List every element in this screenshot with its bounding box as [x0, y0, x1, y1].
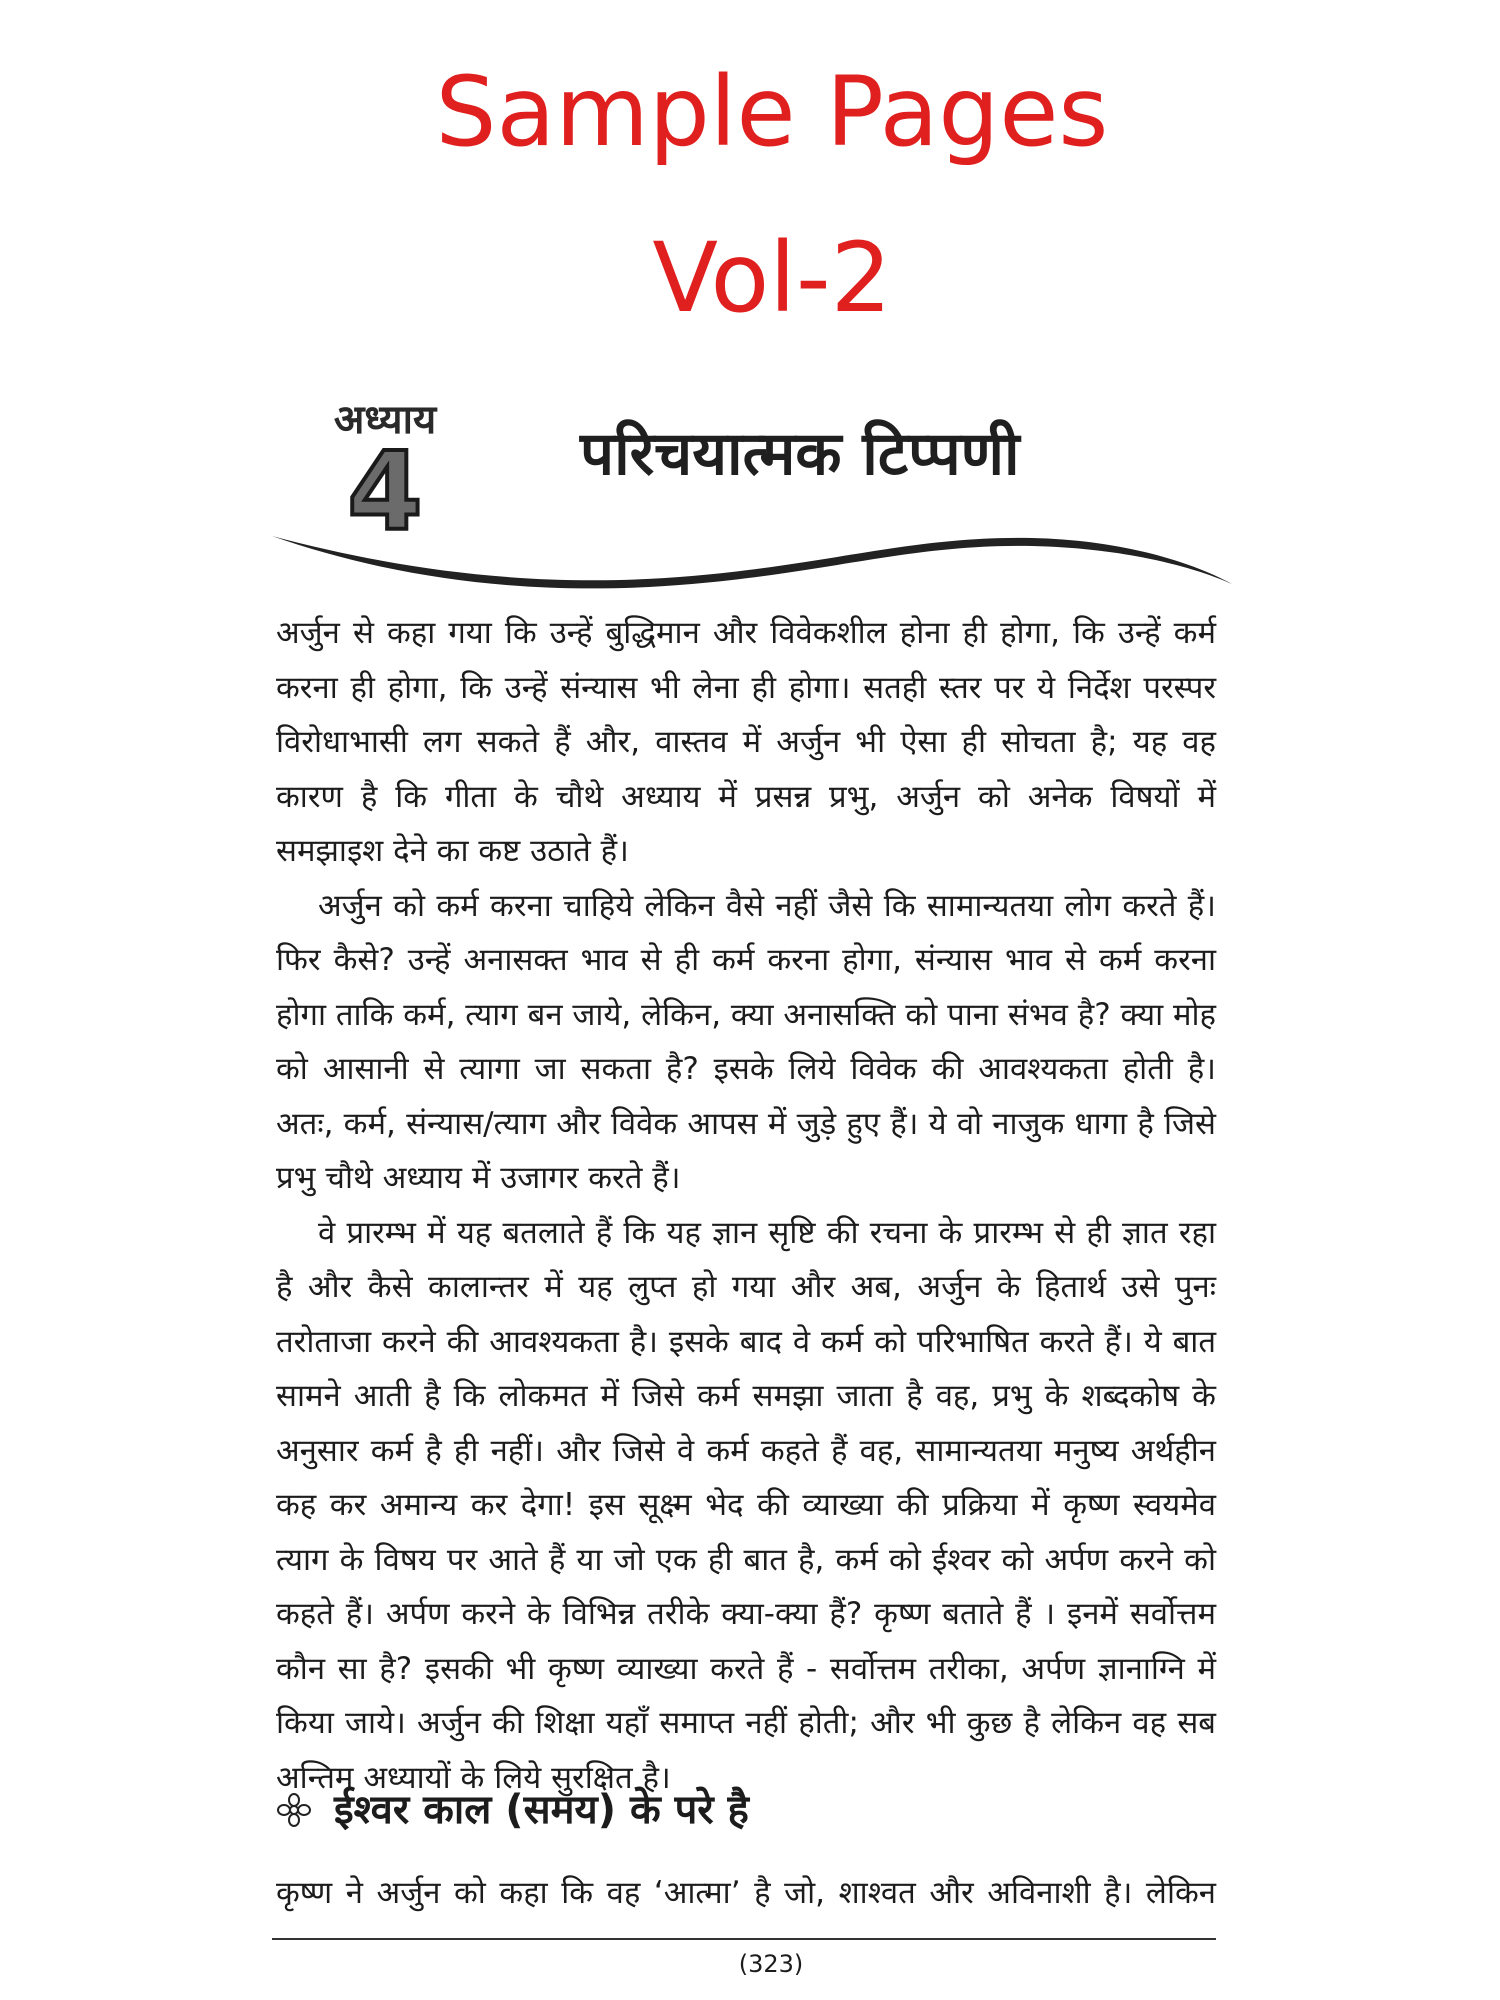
chapter-number: 4	[347, 430, 423, 555]
paragraph-2: अर्जुन को कर्म करना चाहिये लेकिन वैसे नहीं जैसे कि सामान्यतया लोग करते हैं। फिर कैसे? उन्हें अनासक्त भाव से ही कर्म करना होगा, संन्यास भाव से कर्म करना होगा ताकि कर्म, त्याग बन जाये, लेकिन, क्या अनासक्ति को पाना संभव है? क्या मोह को आसानी से त्यागा जा सकता है? इसके लिये विवेक की आवश्यकता होती है। अतः, कर्म, संन्यास/त्याग और विवेक आपस में जुड़े हुए हैं। ये वो नाजुक धागा है जिसे प्रभु चौथे अध्याय में उजागर करते हैं।	[276, 887, 1216, 1196]
page-number: (323)	[738, 1950, 804, 1978]
footer-rule	[272, 1938, 1216, 1940]
chapter-label	[320, 397, 450, 555]
decorative-swoosh	[272, 528, 1232, 598]
banner-title: Sample Pages	[435, 56, 1109, 168]
banner-volume: Vol-2	[652, 222, 892, 334]
paragraph-1: अर्जुन से कहा गया कि उन्हें बुद्धिमान और विवेकशील होना ही होगा, कि उन्हें कर्म करना ही होगा, कि उन्हें संन्यास भी लेना ही होगा। सतही स्तर पर ये निर्देश परस्पर विरोधाभासी लग सकते हैं और, वास्तव में अर्जुन भी ऐसा ही सोचता है; यह वह कारण है कि गीता के चौथे अध्याय में प्रसन्न प्रभु, अर्जुन को अनेक विषयों में समझाइश देने का कष्ट उठाते हैं।	[276, 615, 1216, 869]
section-heading-text: ईश्वर काल (समय) के परे है	[334, 1787, 749, 1833]
chapter-title: परिचयात्मक टिप्पणी	[580, 419, 1020, 489]
flower-icon	[276, 1792, 312, 1828]
chapter-word: अध्याय	[333, 397, 437, 443]
paragraph-continuation: कृष्ण ने अर्जुन को कहा कि वह ‘आत्मा’ है जो, शाश्वत और अविनाशी है। लेकिन	[276, 1875, 1216, 1911]
section-heading	[276, 1784, 1216, 1836]
paragraph-3: वे प्रारम्भ में यह बतलाते हैं कि यह ज्ञान सृष्टि की रचना के प्रारम्भ से ही ज्ञात रहा है और कैसे कालान्तर में यह लुप्त हो गया और अब, अर्जुन के हितार्थ उसे पुनः तरोताजा करने की आवश्यकता है। इसके बाद वे कर्म को परिभाषित करते हैं। ये बात सामने आती है कि लोकमत में जिसे कर्म समझा जाता है वह, प्रभु के शब्दकोष के अनुसार कर्म है ही नहीं। और जिसे वे कर्म कहते हैं वह, सामान्यतया मनुष्य अर्थहीन कह कर अमान्य कर देगा! इस सूक्ष्म भेद की व्याख्या की प्रक्रिया में कृष्ण स्वयमेव त्याग के विषय पर आते हैं या जो एक ही बात है, कर्म को ईश्वर को अर्पण करने को कहते हैं। अर्पण करने के विभिन्न तरीके क्या-क्या हैं? कृष्ण बताते हैं । इनमें सर्वोत्तम कौन सा है? इसकी भी कृष्ण व्याख्या करते हैं - सर्वोत्तम तरीका, अर्पण ज्ञानाग्नि में किया जाये। अर्जुन की शिक्षा यहाँ समाप्त नहीं होती; और भी कुछ है लेकिन वह सब अन्तिम अध्यायों के लिये सुरक्षित है।	[276, 1214, 1216, 1796]
chapter-body	[276, 606, 1216, 1805]
